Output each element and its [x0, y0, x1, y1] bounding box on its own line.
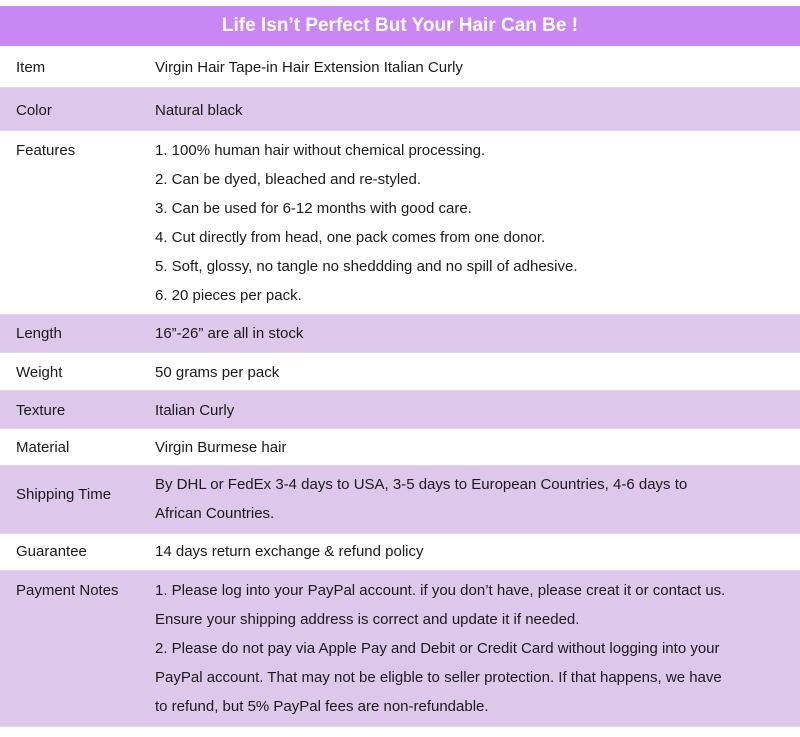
row-value	[155, 470, 794, 528]
spec-row-length	[0, 315, 800, 353]
row-label: Payment Notes	[16, 582, 119, 599]
row-label: Guarantee	[16, 543, 87, 560]
spec-row-shipping-time	[0, 466, 800, 534]
row-value	[155, 537, 794, 566]
row-label: Weight	[16, 364, 63, 381]
value-line: 14 days return exchange & refund policy	[155, 543, 424, 560]
spec-row-material	[0, 429, 800, 466]
row-value	[155, 136, 794, 310]
value-line: Virgin Burmese hair	[155, 439, 287, 456]
value-line: 1. 100% human hair without chemical processing.	[155, 142, 486, 159]
row-value	[155, 96, 794, 125]
value-line: 50 grams per pack	[155, 364, 280, 381]
value-line: By DHL or FedEx 3-4 days to USA, 3-5 days to European Countries, 4-6 days to	[155, 476, 688, 493]
value-line: Italian Curly	[155, 402, 235, 419]
value-line: Virgin Hair Tape-in Hair Extension Italian Curly	[155, 59, 463, 76]
value-line: 1. Please log into your PayPal account. if you don’t have, please creat it or contact us.	[155, 582, 726, 599]
value-line: to refund, but 5% PayPal fees are non-refundable.	[155, 698, 489, 715]
row-value	[155, 576, 794, 721]
spec-row-item	[0, 46, 800, 88]
row-value	[155, 319, 794, 348]
spec-row-color	[0, 88, 800, 131]
row-value	[155, 53, 794, 82]
value-line: PayPal account. That may not be eligble to seller protection. If that happens, we have	[155, 669, 722, 686]
row-label: Shipping Time	[16, 486, 112, 503]
value-line: 4. Cut directly from head, one pack comes from one donor.	[155, 229, 546, 246]
value-line: Ensure your shipping address is correct and update it if needed.	[155, 611, 580, 628]
row-label: Texture	[16, 402, 66, 419]
spec-row-payment-notes	[0, 571, 800, 727]
spec-row-guarantee	[0, 534, 800, 571]
spec-row-texture	[0, 391, 800, 429]
row-label: Color	[16, 102, 52, 119]
value-line: Natural black	[155, 102, 243, 119]
value-line: 2. Can be dyed, bleached and re-styled.	[155, 171, 422, 188]
row-value	[155, 396, 794, 425]
row-label: Features	[16, 142, 76, 159]
value-line: 3. Can be used for 6-12 months with good care.	[155, 200, 472, 217]
row-label: Material	[16, 439, 70, 456]
value-line: 2. Please do not pay via Apple Pay and Debit or Credit Card without logging into your	[155, 640, 720, 657]
value-line: 16”-26” are all in stock	[155, 325, 304, 342]
row-value	[155, 433, 794, 462]
row-label: Item	[16, 59, 46, 76]
value-line: African Countries.	[155, 505, 275, 522]
banner-title: Life Isn’t Perfect But Your Hair Can Be !	[0, 6, 800, 46]
value-line: 6. 20 pieces per pack.	[155, 287, 302, 304]
value-line: 5. Soft, glossy, no tangle no sheddding and no spill of adhesive.	[155, 258, 578, 275]
spec-row-weight	[0, 353, 800, 391]
spec-row-features	[0, 131, 800, 315]
row-label: Length	[16, 325, 62, 342]
row-value	[155, 358, 794, 387]
